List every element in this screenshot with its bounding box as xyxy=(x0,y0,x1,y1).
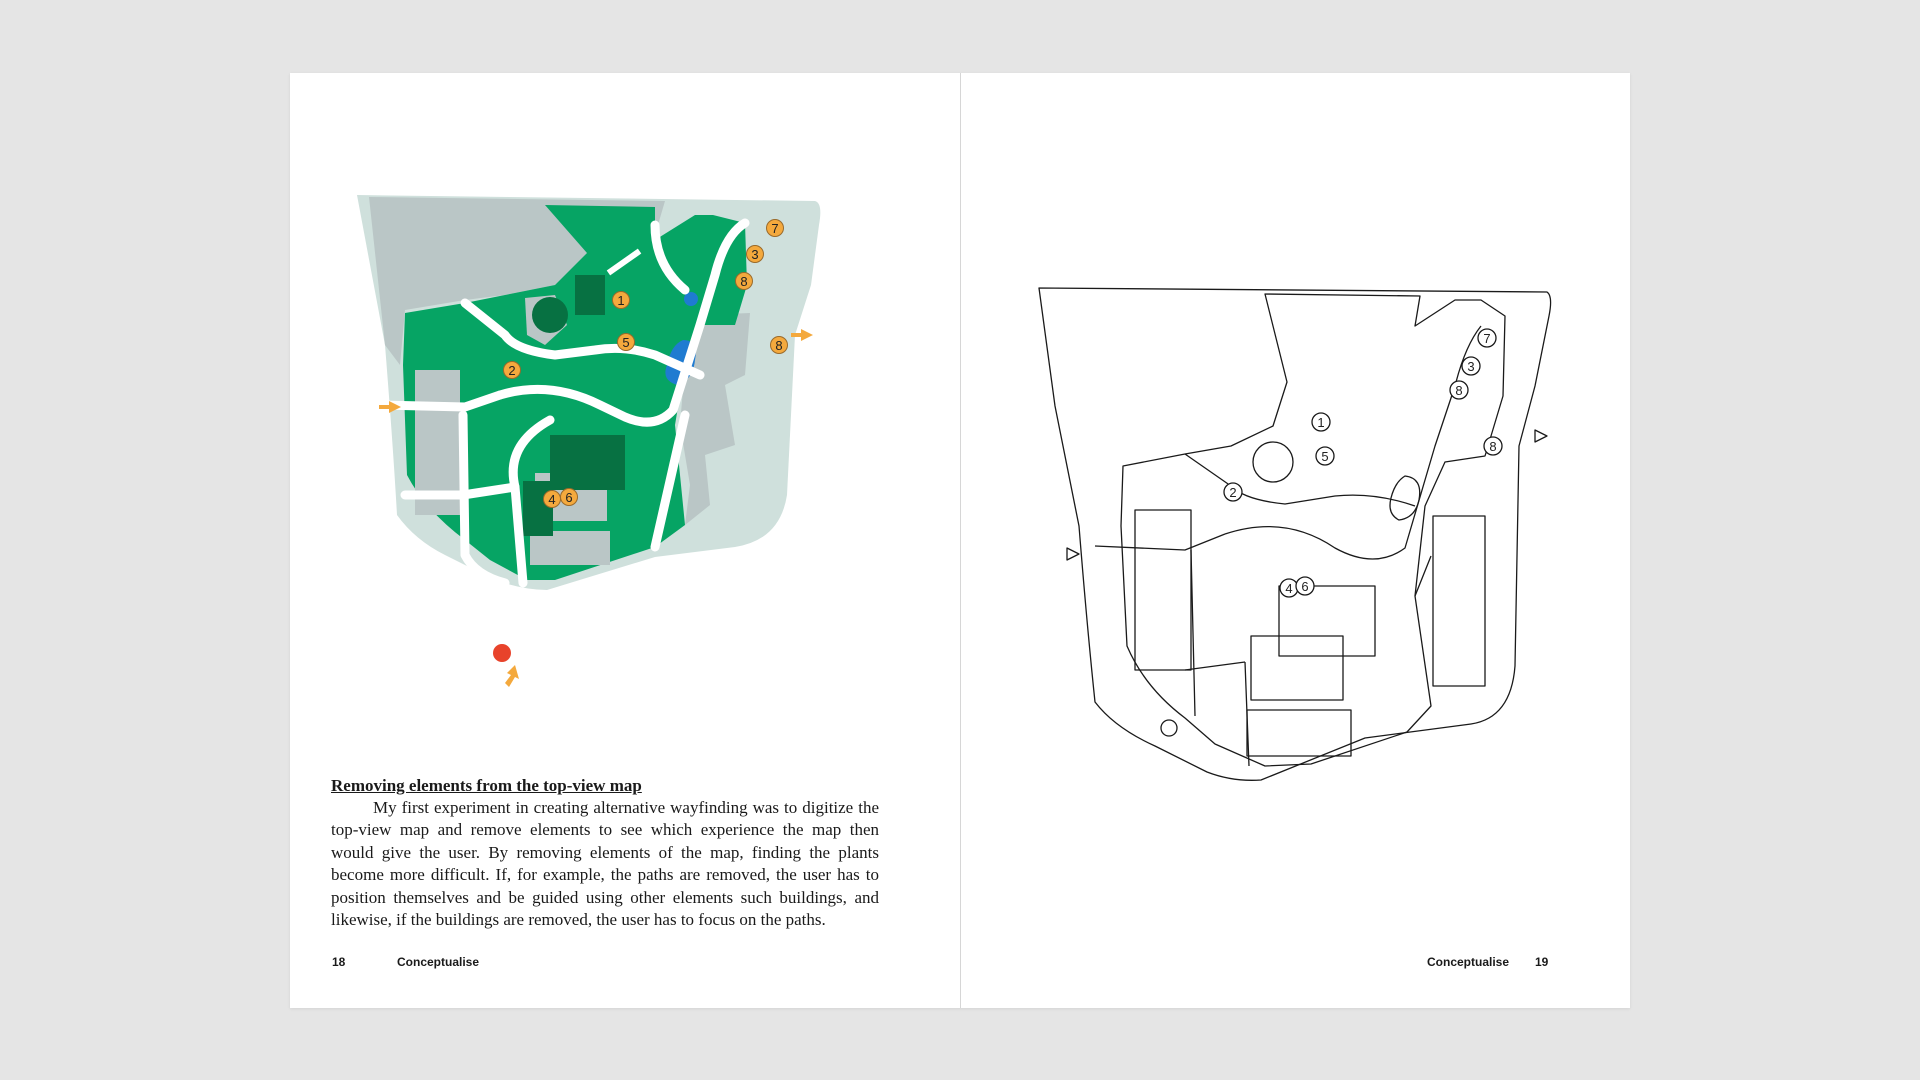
map-marker-label: 7 xyxy=(1483,331,1491,346)
map-marker-label: 7 xyxy=(771,221,779,236)
line-map-entrance-west xyxy=(1067,548,1079,560)
map-glasshouse-annex xyxy=(523,481,556,536)
map-marker-label: 6 xyxy=(565,490,573,505)
line-map-garden-edge xyxy=(1121,294,1505,766)
line-campus-map xyxy=(1035,286,1555,868)
map-marker-label: 1 xyxy=(617,293,625,308)
right-page xyxy=(961,73,1630,1008)
line-map-dome xyxy=(1253,442,1293,482)
map-marker-label: 8 xyxy=(740,274,748,289)
you-are-here-dot xyxy=(493,644,511,662)
map-marker-4 xyxy=(1280,579,1298,597)
map-marker-8 xyxy=(1484,437,1502,455)
map-building-southeast xyxy=(530,531,610,565)
map-marker-7 xyxy=(767,220,784,237)
line-map-building-east xyxy=(1433,516,1485,686)
map-marker-label: 8 xyxy=(1455,383,1463,398)
map-marker-label: 8 xyxy=(1489,439,1497,454)
map-marker-label: 2 xyxy=(508,363,516,378)
line-map-path-west xyxy=(1095,534,1225,550)
map-marker-label: 3 xyxy=(751,247,759,262)
map-marker-label: 5 xyxy=(622,335,630,350)
line-map-path-south xyxy=(1185,550,1249,766)
map-marker-5 xyxy=(618,334,635,351)
map-marker-1 xyxy=(613,292,630,309)
line-map-building-southeast xyxy=(1247,710,1351,756)
map-marker-label: 4 xyxy=(548,492,556,507)
article-text xyxy=(331,775,879,931)
line-map-path-north xyxy=(1185,454,1415,506)
map-marker-3 xyxy=(1462,357,1480,375)
running-footer-right: Conceptualise xyxy=(1427,955,1510,969)
map-marker-label: 1 xyxy=(1317,415,1325,430)
map-marker-label: 6 xyxy=(1301,579,1309,594)
book-spread xyxy=(290,73,1630,1008)
map-marker-3 xyxy=(747,246,764,263)
map-marker-8 xyxy=(1450,381,1468,399)
color-campus-map xyxy=(355,195,845,765)
line-map-building-south xyxy=(1251,636,1343,700)
entrance-arrow-south xyxy=(505,665,519,687)
map-marker-label: 8 xyxy=(775,338,783,353)
map-marker-6 xyxy=(1296,577,1314,595)
page-number-right: 19 xyxy=(1535,955,1549,969)
running-footer-left: Conceptualise xyxy=(397,955,480,969)
line-map-path-main xyxy=(1225,326,1481,559)
map-marker-label: 3 xyxy=(1467,359,1475,374)
map-marker-7 xyxy=(1478,329,1496,347)
map-marker-4 xyxy=(544,491,561,508)
line-map-entrance-east xyxy=(1535,430,1547,442)
map-marker-8 xyxy=(771,337,788,354)
map-marker-8 xyxy=(736,273,753,290)
map-glasshouse-dome xyxy=(532,297,568,333)
map-glasshouse-main xyxy=(550,435,625,490)
map-marker-label: 4 xyxy=(1285,581,1293,596)
line-map-building-west-wing xyxy=(1135,510,1191,670)
map-marker-label: 5 xyxy=(1321,449,1329,464)
map-marker-2 xyxy=(504,362,521,379)
map-marker-2 xyxy=(1224,483,1242,501)
map-marker-5 xyxy=(1316,447,1334,465)
page-number-left: 18 xyxy=(332,955,346,969)
line-map-point-marker xyxy=(1161,720,1177,736)
map-marker-1 xyxy=(1312,413,1330,431)
section-heading: Removing elements from the top-view map xyxy=(331,776,642,795)
map-building-dark-north xyxy=(575,275,605,315)
body-paragraph: My first experiment in creating alternative wayfinding was to digitize the top-view map and remove elements to see which experience the map then would give the user. By removing elements of the map, finding the plants become more difficult. If, for example, the paths are removed, the user has to position themselves and be guided using other elements such buildings, and likewise, if the buildings are removed, the user has to focus on the paths. xyxy=(331,798,879,930)
map-marker-label: 2 xyxy=(1229,485,1237,500)
left-page xyxy=(290,73,960,1008)
map-marker-6 xyxy=(561,489,578,506)
